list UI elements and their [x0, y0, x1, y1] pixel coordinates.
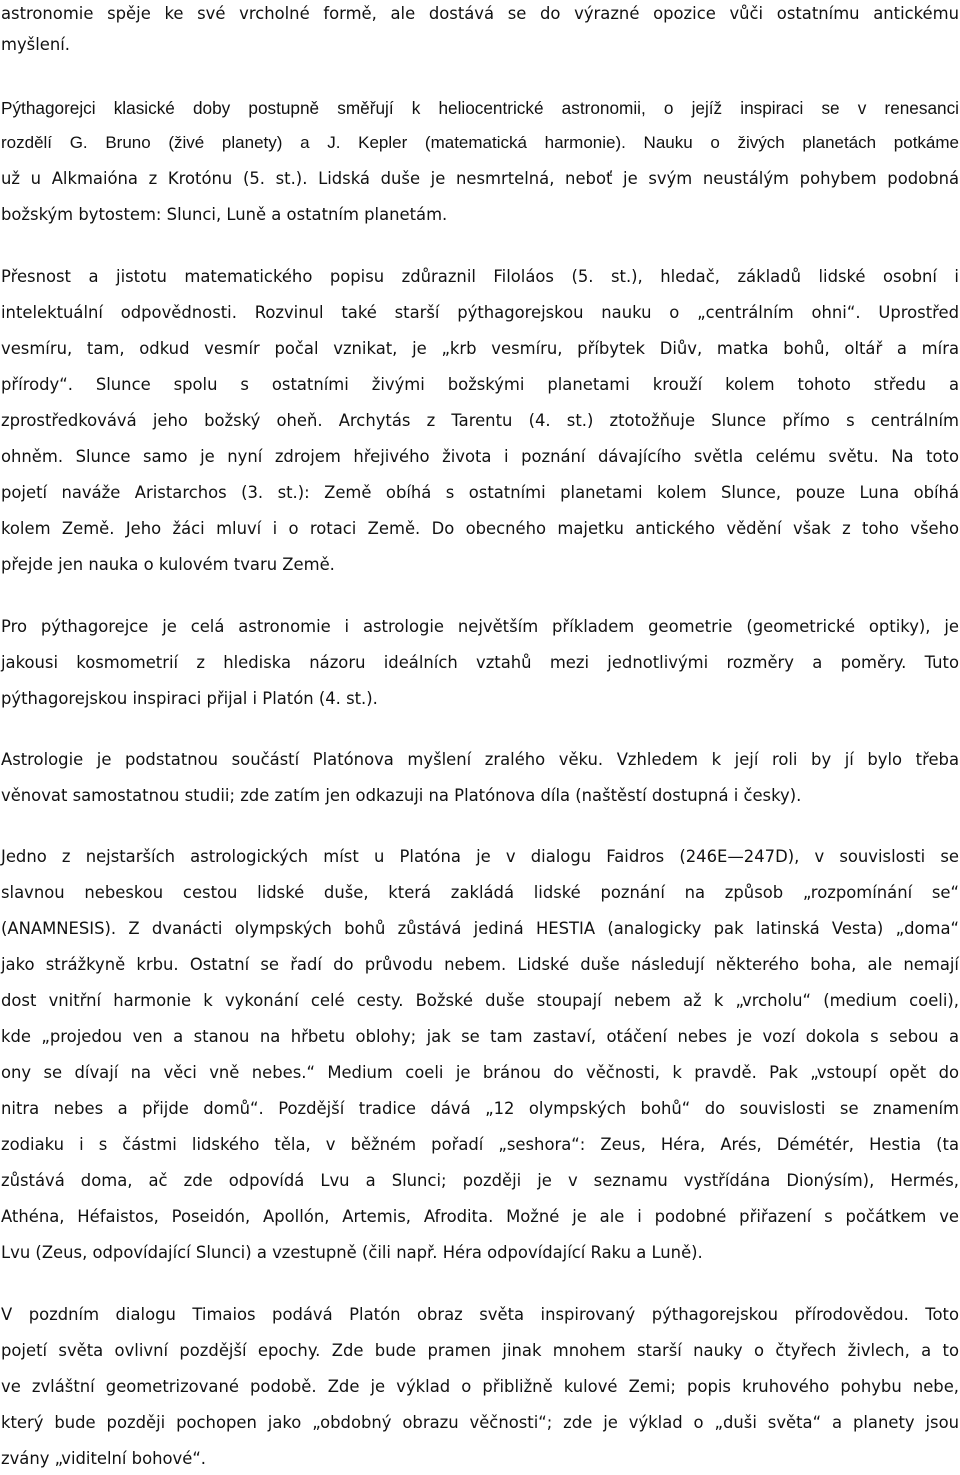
text-line: ony se dívají na věci vně nebes.“ Medium coeli je bránou do věčnosti, k pravdě. Pak „vstoupí opět do	[1, 1063, 959, 1082]
text-line: kolem Země. Jeho žáci mluví i o rotaci Země. Do obecného majetku antického vědění však z toho všeho	[1, 519, 959, 538]
text-line: věnovat samostatnou studii; zde zatím jen odkazuji na Platónova díla (naštěstí dostupná i česky).	[1, 786, 802, 805]
text-line: zůstává doma, ač zde odpovídá Lvu a Slunci; později je v seznamu vystřídána Dionýsím), Hermés,	[1, 1171, 959, 1190]
text-line: božským bytostem: Slunci, Luně a ostatním planetám.	[1, 205, 448, 224]
text-line: nitra nebes a přijde domů“. Pozdější tradice dává „12 olympských bohů“ do souvislosti se znamením	[1, 1099, 959, 1118]
text-line: pojetí naváže Aristarchos (3. st.): Země obíhá s ostatními planetami kolem Slunce, pouze Luna obíhá	[1, 483, 959, 502]
text-line: Pýthagorejci klasické doby postupně směřují k heliocentrické astronomii, o jejíž inspiraci se v renesanci	[1, 98, 959, 118]
text-line: který bude později pochopen jako „obdobný obrazu věčnosti“; zde je výklad o „duši světa“ a planety jsou	[1, 1413, 959, 1432]
text-line: V pozdním dialogu Timaios podává Platón obraz světa inspirovaný pýthagorejskou přírodovědou. Toto	[1, 1305, 959, 1324]
text-line: kde „projedou ven a stanou na hřbetu oblohy; jak se tam zastaví, otáčení nebes je vozí dokola s sebou a	[1, 1027, 959, 1046]
text-line: Pro pýthagorejce je celá astronomie i astrologie největším příkladem geometrie (geometrické optiky), je	[1, 617, 959, 636]
text-line: Přesnost a jistotu matematického popisu zdůraznil Filoláos (5. st.), hledač, základů lidské osobní i	[1, 267, 959, 286]
text-line: přejde jen nauka o kulovém tvaru Země.	[1, 555, 335, 574]
text-line: rozdělí G. Bruno (živé planety) a J. Kepler (matematická harmonie). Nauku o živých planetách potkáme	[1, 133, 959, 152]
text-line: zodiaku i s částmi lidského těla, v běžném pořadí „seshora“: Zeus, Héra, Arés, Démétér, Hestia (ta	[1, 1135, 959, 1154]
text-line: intelektuální odpovědnosti. Rozvinul také starší pýthagorejskou nauku o „centrálním ohni“. Uprostřed	[1, 303, 959, 322]
text-line: zprostředkovává jeho božský oheň. Archytás z Tarentu (4. st.) ztotožňuje Slunce přímo s centrálním	[1, 411, 959, 430]
text-line: dost vnitřní harmonie k vykonání celé cesty. Božské duše stoupají nebem až k „vrcholu“ (medium coeli),	[1, 991, 959, 1010]
text-line: jako strážkyně krbu. Ostatní se řadí do průvodu nebem. Lidské duše následují některého boha, ale nemají	[1, 955, 959, 974]
text-line: vesmíru, tam, odkud vesmír počal vznikat, je „krb vesmíru, příbytek Diův, matka bohů, oltář a míra	[1, 339, 959, 358]
text-line: slavnou nebeskou cestou lidské duše, která zakládá lidské poznání na způsob „rozpomínání se“	[1, 883, 959, 902]
text-line: ve zvláštní geometrizované podobě. Zde je výklad o přibližně kulové Zemi; popis kruhového pohybu nebe,	[1, 1377, 959, 1396]
text-line: Athéna, Héfaistos, Poseidón, Apollón, Artemis, Afrodita. Možné je ale i podobné přiřazení s počátkem ve	[1, 1207, 959, 1226]
text-line: pýthagorejskou inspiraci přijal i Platón (4. st.).	[1, 689, 378, 708]
text-line: přírody“. Slunce spolu s ostatními živými božskými planetami krouží kolem tohoto středu a	[1, 375, 959, 394]
text-line: ohněm. Slunce samo je nyní zdrojem hřejivého života i poznání dávajícího světla celému světu. Na toto	[1, 447, 959, 466]
text-line: pojetí světa ovlivní pozdější epochy. Zde bude pramen jinak mnohem starší nauky o čtyřech živlech, a to	[1, 1341, 959, 1360]
text-line: Jedno z nejstarších astrologických míst u Platóna je v dialogu Faidros (246E—247D), v souvislosti se	[1, 847, 959, 866]
text-line: astronomie spěje ke své vrcholné formě, ale dostává se do výrazné opozice vůči ostatnímu antickému	[1, 4, 959, 23]
text-line: Astrologie je podstatnou součástí Platónova myšlení zralého věku. Vzhledem k její roli by jí bylo třeba	[1, 750, 959, 769]
text-line: jakousi kosmometrií z hlediska názoru ideálních vztahů mezi jednotlivými rozměry a poměry. Tuto	[1, 653, 959, 672]
text-line: myšlení.	[1, 35, 70, 54]
text-line: Lvu (Zeus, odpovídající Slunci) a vzestupně (čili např. Héra odpovídající Raku a Luně).	[1, 1243, 703, 1262]
text-line: (ANAMNESIS). Z dvanácti olympských bohů zůstává jediná HESTIA (analogicky pak latinská Vesta) „doma“	[1, 919, 959, 938]
text-line: zvány „viditelní bohové“.	[1, 1449, 207, 1468]
text-line: už u Alkmaióna z Krotónu (5. st.). Lidská duše je nesmrtelná, neboť je svým neustálým pohybem podobná	[1, 169, 959, 188]
